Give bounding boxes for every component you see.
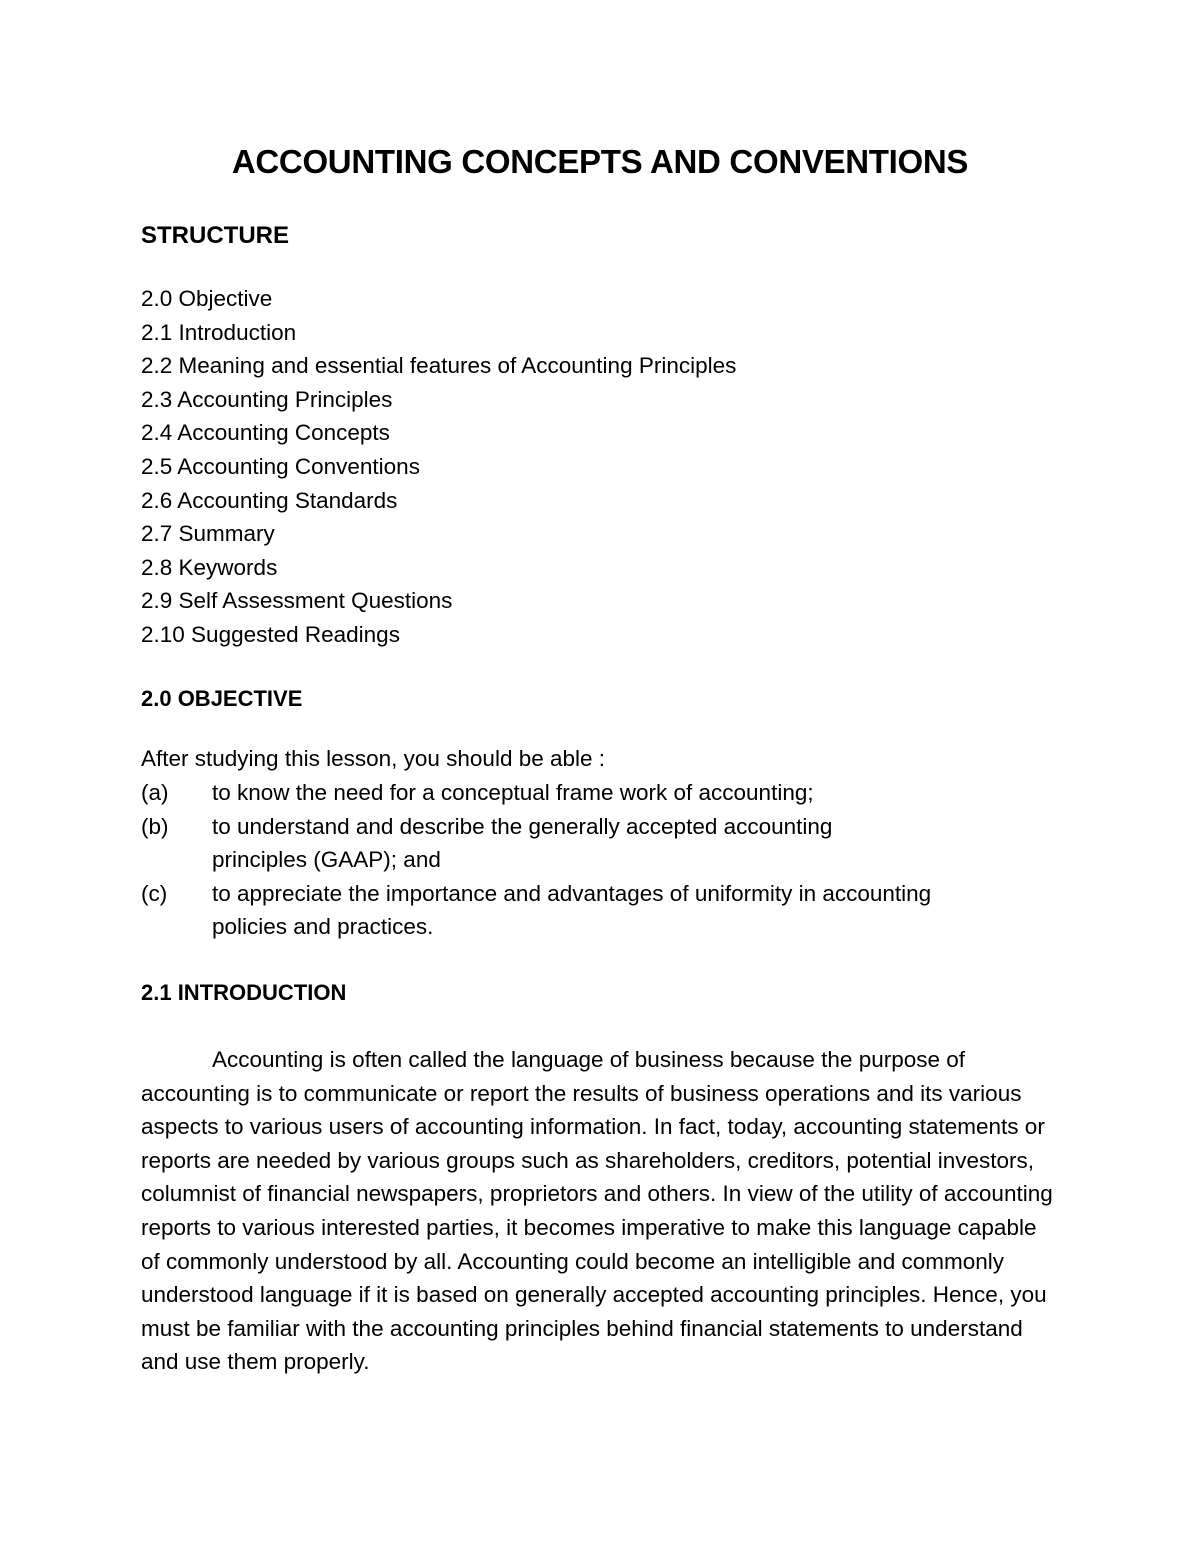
structure-item: 2.4 Accounting Concepts [141,420,390,446]
structure-item: 2.6 Accounting Standards [141,487,398,513]
objective-heading: 2.0 OBJECTIVE [141,686,303,711]
objective-item-text: to know the need for a conceptual frame work of accounting; [212,780,814,805]
objective-item [141,810,1021,877]
objective-item [141,877,1021,944]
structure-list [141,282,736,652]
introduction-paragraph: Accounting is often called the language of business because the purpose of accounting is to communicate or report the results of business operations and its various aspects to various users of accounting information. In fact, today, accounting statements or reports are needed by various groups such as shareholders, creditors, potential investors, columnist of financial newspapers, proprietors and others. In view of the utility of accounting reports to various interested parties, it becomes imperative to make this language capable of commonly understood by all. Accounting could become an intelligible and commonly understood language if it is based on generally accepted accounting principles. Hence, you must be familiar with the accounting principles behind financial statements to understand and use them properly. [141,1047,1053,1375]
document-title: ACCOUNTING CONCEPTS AND CONVENTIONS [231,143,969,180]
objective-item-letter: (a) [141,780,169,805]
structure-item: 2.3 Accounting Principles [141,386,393,412]
structure-item: 2.10 Suggested Readings [141,621,400,647]
objective-item-text: to understand and describe the generally accepted accounting principles (GAAP); and [212,813,833,873]
introduction-heading: 2.1 INTRODUCTION [141,980,347,1005]
structure-item: 2.9 Self Assessment Questions [141,588,453,614]
structure-item: 2.2 Meaning and essential features of Accounting Principles [141,353,737,379]
objective-item-letter: (b) [141,813,169,839]
structure-item: 2.0 Objective [141,286,273,311]
objective-list [141,776,1021,944]
structure-item: 2.8 Keywords [141,554,278,580]
structure-heading: STRUCTURE [141,222,289,249]
objective-item-letter: (c) [141,880,168,906]
objective-item-text: to appreciate the importance and advantages of uniformity in accounting policies and practices. [212,880,932,940]
objective-item [141,776,1021,810]
structure-item: 2.1 Introduction [141,319,297,345]
structure-item: 2.7 Summary [141,521,275,547]
structure-item: 2.5 Accounting Conventions [141,453,420,479]
objective-intro: After studying this lesson, you should be able : [141,746,606,771]
